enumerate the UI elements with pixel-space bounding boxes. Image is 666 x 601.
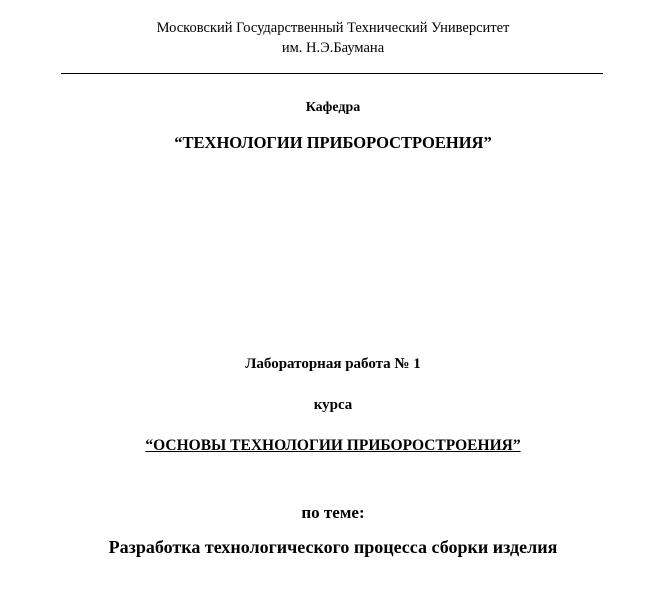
- course-name: “ОСНОВЫ ТЕХНОЛОГИИ ПРИБОРОСТРОЕНИЯ”: [145, 437, 521, 454]
- department-name: “ТЕХНОЛОГИИ ПРИБОРОСТРОЕНИЯ”: [174, 133, 492, 152]
- university-name-line-2: им. Н.Э.Баумана: [281, 40, 385, 56]
- course-name-line: [0, 438, 666, 454]
- lab-work-title: Лабораторная работа № 1: [245, 356, 421, 372]
- header-divider: [61, 73, 603, 74]
- topic-name: Разработка технологического процесса сборки изделия: [108, 537, 558, 557]
- course-label: курса: [313, 397, 353, 413]
- department-label: Кафедра: [305, 100, 361, 115]
- university-name-line-1: Московский Государственный Технический Университет: [156, 20, 510, 36]
- topic-label: по теме:: [301, 503, 365, 522]
